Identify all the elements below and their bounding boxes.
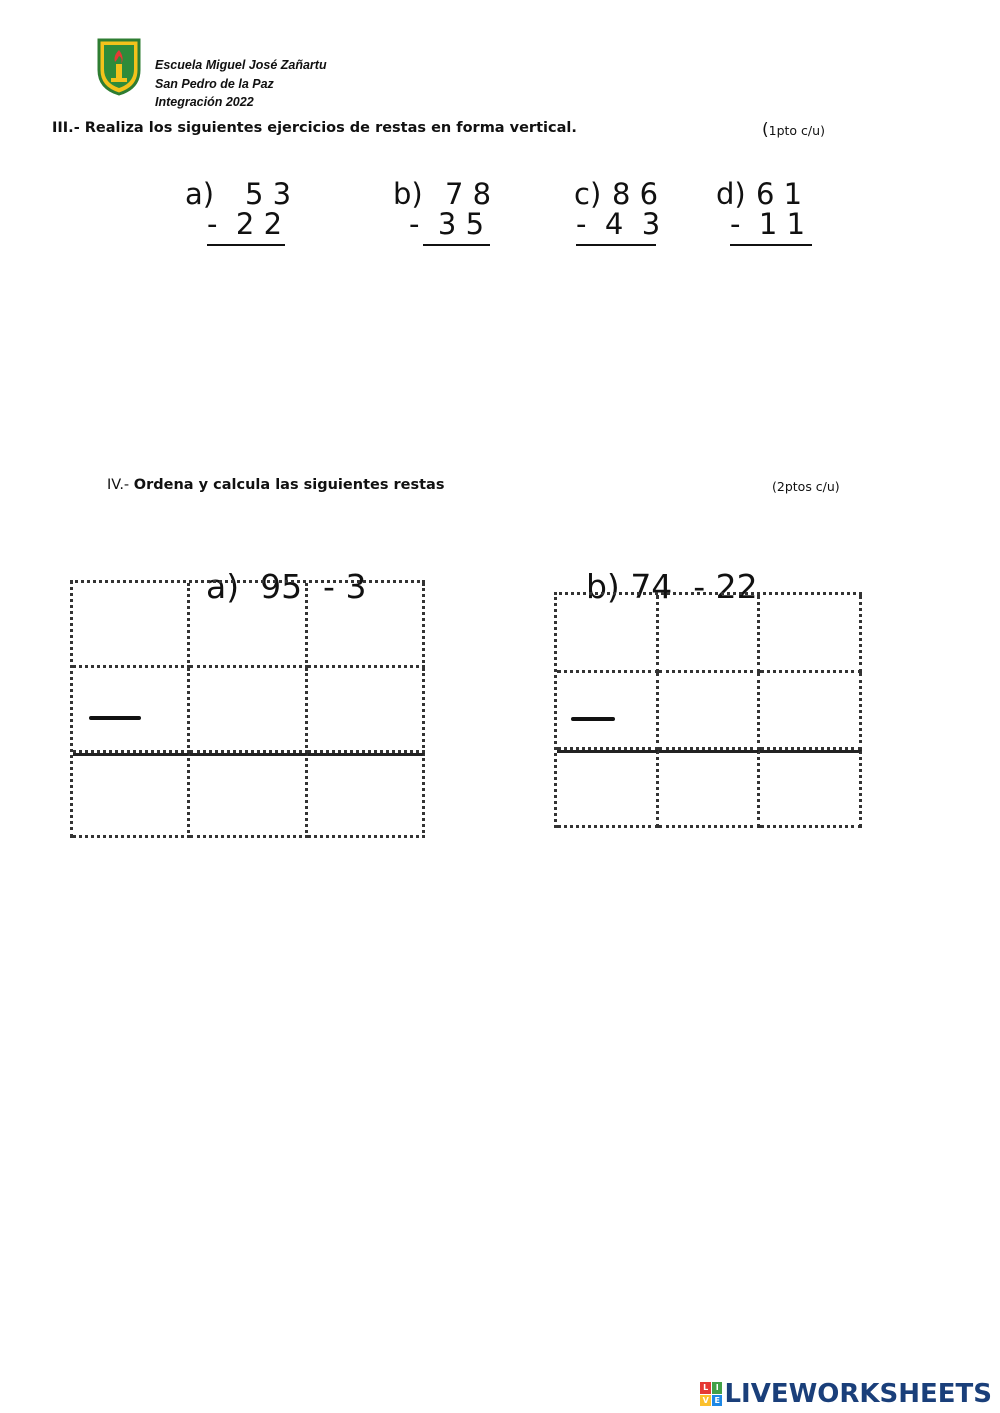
grid-cell[interactable] bbox=[557, 750, 659, 828]
grid-cell[interactable] bbox=[557, 673, 659, 751]
grid-cell[interactable] bbox=[308, 753, 425, 838]
problem-b: b) 74 - 22 bbox=[585, 567, 758, 606]
exercise-minuend: 6 1 bbox=[756, 177, 803, 211]
school-city: San Pedro de la Paz bbox=[155, 77, 274, 91]
grid-cell[interactable] bbox=[308, 668, 425, 753]
exercise-subtrahend: - 4 3 bbox=[576, 207, 661, 241]
minus-sign bbox=[89, 716, 141, 720]
exercise-label: d) bbox=[716, 177, 746, 211]
grid-cell[interactable] bbox=[557, 595, 659, 673]
exercise-label: a) bbox=[185, 177, 215, 211]
exercise-b bbox=[393, 177, 503, 250]
grid-cell[interactable] bbox=[659, 750, 761, 828]
exercise-minuend: 5 3 bbox=[245, 177, 292, 211]
problem-a: a) 95 - 3 bbox=[205, 567, 367, 606]
grid-cell[interactable] bbox=[308, 583, 425, 668]
exercise-a bbox=[185, 177, 295, 250]
liveworksheets-logo-icon: L I V E bbox=[700, 1382, 722, 1406]
exercise-underline bbox=[730, 244, 812, 246]
grid-cell[interactable] bbox=[760, 750, 862, 828]
answer-grid-b bbox=[554, 592, 862, 828]
grid-cell[interactable] bbox=[659, 673, 761, 751]
grid-cell[interactable] bbox=[760, 673, 862, 751]
school-program: Integración 2022 bbox=[155, 95, 254, 109]
section3-instruction: III.- Realiza los siguientes ejercicios de restas en forma vertical. bbox=[52, 120, 577, 136]
exercise-subtrahend: - 3 5 bbox=[409, 207, 485, 241]
grid-cell[interactable] bbox=[73, 753, 190, 838]
exercise-minuend: 8 6 bbox=[612, 177, 659, 211]
liveworksheets-brand[interactable] bbox=[700, 1378, 992, 1410]
exercise-underline bbox=[207, 244, 285, 246]
exercise-label: c) bbox=[574, 177, 602, 211]
grid-cell[interactable] bbox=[190, 668, 307, 753]
exercise-underline bbox=[576, 244, 656, 246]
grid-cell[interactable] bbox=[760, 595, 862, 673]
grid-cell[interactable] bbox=[73, 668, 190, 753]
exercise-d bbox=[716, 177, 816, 250]
answer-grid-a bbox=[70, 580, 425, 838]
exercise-label: b) bbox=[393, 177, 423, 211]
school-crest-icon bbox=[95, 36, 143, 96]
section4-instruction: IV.- Ordena y calcula las siguientes restas bbox=[107, 477, 445, 493]
section3-points: (1pto c/u) bbox=[762, 120, 825, 140]
brand-text: LIVEWORKSHEETS bbox=[724, 1379, 992, 1409]
section4-points: (2ptos c/u) bbox=[772, 479, 840, 494]
exercise-subtrahend: - 2 2 bbox=[207, 207, 283, 241]
grid-cell[interactable] bbox=[73, 583, 190, 668]
exercise-minuend: 7 8 bbox=[445, 177, 492, 211]
minus-sign bbox=[571, 717, 615, 721]
school-name: Escuela Miguel José Zañartu bbox=[155, 58, 327, 72]
grid-cell[interactable] bbox=[659, 595, 761, 673]
exercise-subtrahend: - 1 1 bbox=[730, 207, 806, 241]
exercise-underline bbox=[423, 244, 490, 246]
exercise-c bbox=[574, 177, 674, 250]
grid-cell[interactable] bbox=[190, 753, 307, 838]
grid-cell[interactable] bbox=[190, 583, 307, 668]
